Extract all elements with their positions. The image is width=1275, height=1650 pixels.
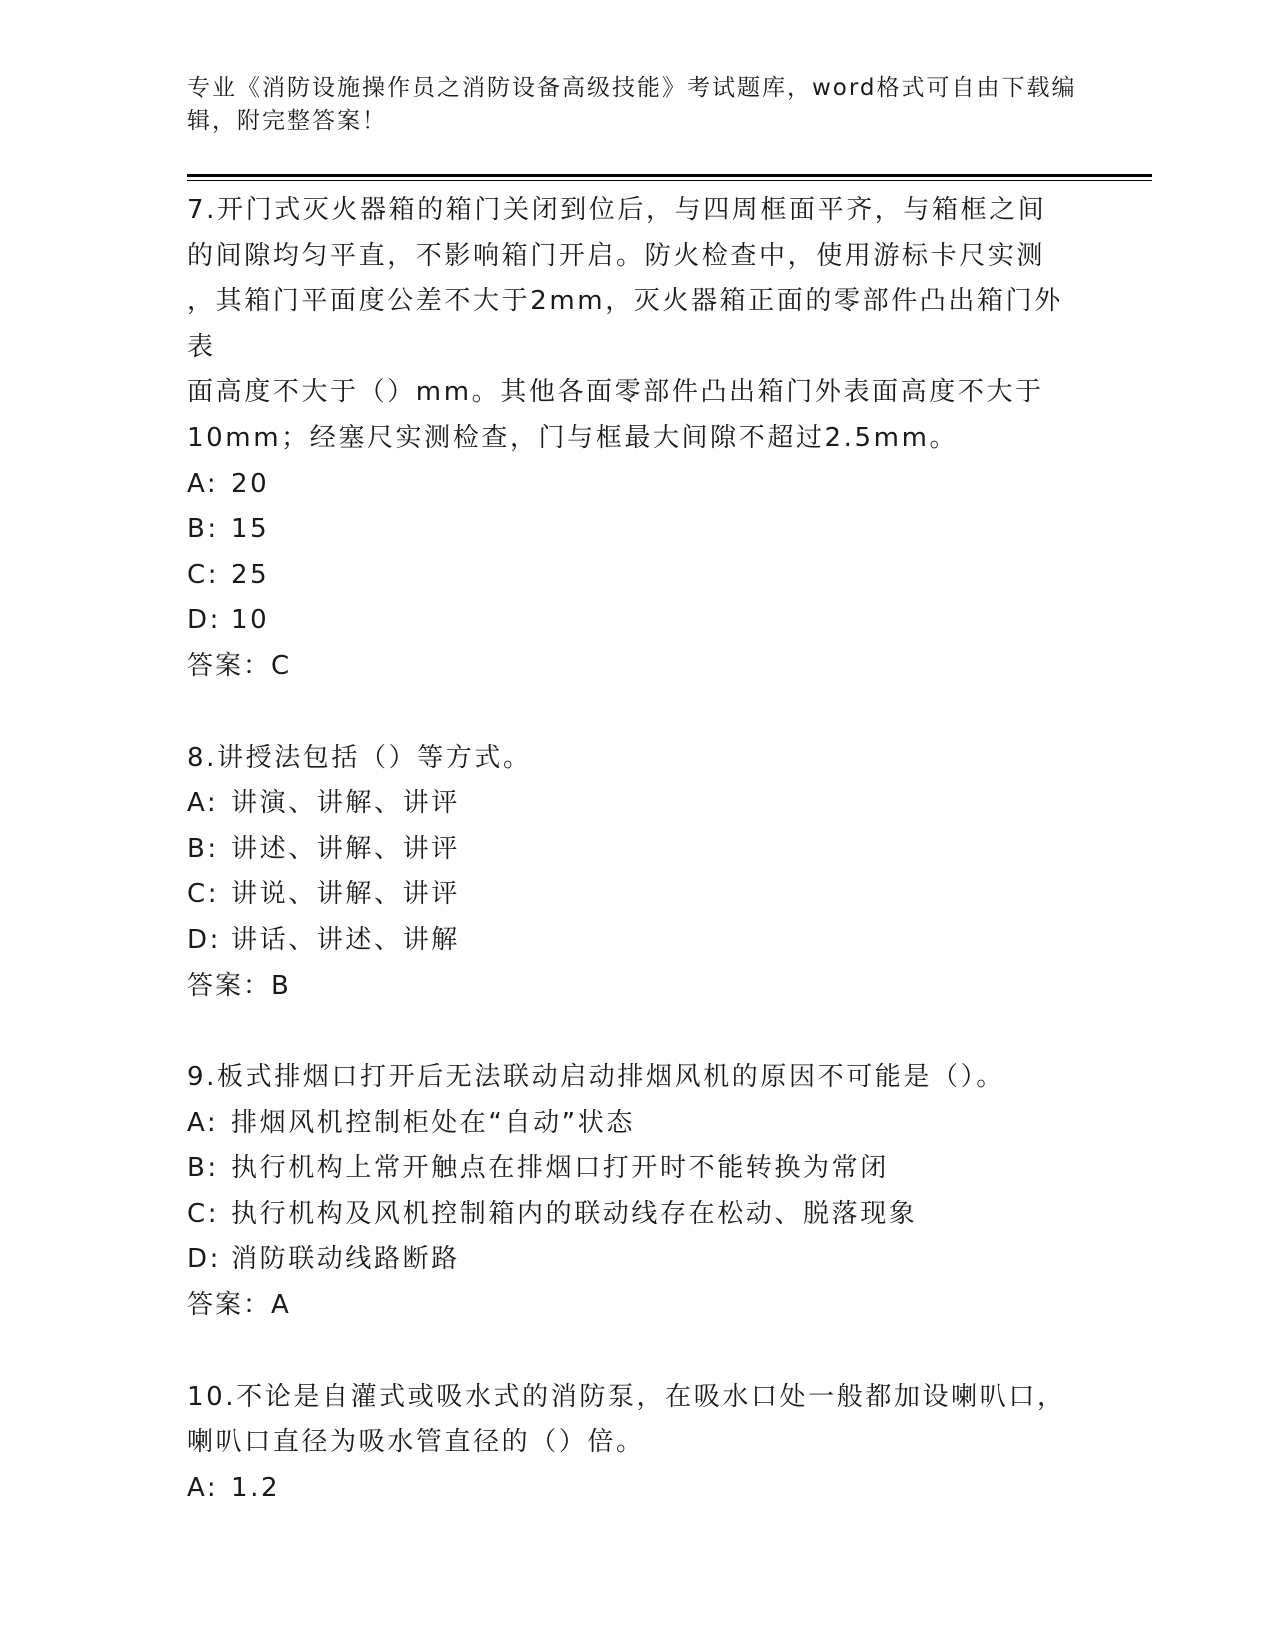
answer-line: 答案：B — [187, 970, 291, 1001]
option-c — [187, 1192, 1087, 1238]
option-key: B: — [187, 833, 219, 864]
option-c — [187, 872, 1087, 918]
option-b — [187, 1146, 1087, 1192]
option-a — [187, 1466, 1087, 1512]
option-key: C: — [187, 879, 220, 910]
question-text-line: 喇叭口直径为吸水管直径的（）倍。 — [187, 1427, 645, 1458]
option-key: A: — [187, 788, 219, 819]
option-key: B: — [187, 514, 219, 545]
option-text: 1.2 — [231, 1472, 281, 1503]
option-key: A: — [187, 468, 219, 499]
option-key: D: — [187, 605, 221, 636]
option-key: A: — [187, 1472, 219, 1503]
option-c — [187, 553, 1087, 599]
header-divider-thick — [187, 174, 1152, 177]
option-text: 15 — [231, 514, 270, 545]
option-text: 讲演、讲解、讲评 — [231, 788, 460, 819]
question-list — [187, 188, 1087, 1511]
option-a — [187, 462, 1087, 508]
option-text: 20 — [231, 468, 270, 499]
question-text-line: 10mm；经塞尺实测检查，门与框最大间隙不超过2.5mm。 — [187, 422, 959, 453]
header-title: 专业《消防设施操作员之消防设备高级技能》考试题库，word格式可自由下载编辑，附完整答案！ — [187, 75, 1077, 134]
question-10 — [187, 1375, 1087, 1512]
option-text: 讲述、讲解、讲评 — [231, 833, 460, 864]
question-7 — [187, 188, 1087, 690]
question-text-line: 7.开门式灭火器箱的箱门关闭到位后，与四周框面平齐，与箱框之间 — [187, 195, 1047, 225]
option-text: 讲说、讲解、讲评 — [231, 879, 460, 910]
question-text-line: 8.讲授法包括（）等方式。 — [187, 742, 532, 773]
option-d — [187, 598, 1087, 644]
option-text: 执行机构及风机控制箱内的联动线存在松动、脱落现象 — [231, 1198, 918, 1229]
option-text: 25 — [231, 559, 270, 590]
header-divider-thin — [187, 180, 1152, 181]
option-key: A: — [187, 1107, 219, 1138]
option-key: C: — [187, 1198, 220, 1229]
answer-line: 答案：A — [187, 1290, 291, 1321]
spacer — [187, 690, 1087, 736]
question-text-line: 面高度不大于（）mm。其他各面零部件凸出箱门外表面高度不大于 — [187, 377, 1044, 408]
spacer — [187, 1329, 1087, 1375]
option-a — [187, 1101, 1087, 1147]
option-key: D: — [187, 1244, 221, 1275]
option-a — [187, 781, 1087, 827]
option-text: 排烟风机控制柜处在“自动”状态 — [231, 1107, 635, 1138]
option-d — [187, 918, 1087, 964]
option-text: 10 — [231, 605, 270, 636]
question-text-line: 的间隙均匀平直，不影响箱门开启。防火检查中，使用游标卡尺实测 — [187, 240, 1046, 271]
option-b — [187, 827, 1087, 873]
question-9 — [187, 1055, 1087, 1329]
question-8 — [187, 736, 1087, 1010]
question-text-line: 10.不论是自灌式或吸水式的消防泵，在吸水口处一般都加设喇叭口， — [187, 1381, 1066, 1412]
option-b — [187, 507, 1087, 553]
question-text-line: ，其箱门平面度公差不大于2mm，灭火器箱正面的零部件凸出箱门外表 — [187, 286, 1063, 362]
answer-line: 答案：C — [187, 650, 292, 681]
spacer — [187, 1009, 1087, 1055]
document-header — [187, 72, 1087, 138]
question-text-line: 9.板式排烟口打开后无法联动启动排烟风机的原因不可能是（）。 — [187, 1062, 1005, 1093]
option-key: C: — [187, 559, 220, 590]
option-text: 讲话、讲述、讲解 — [231, 924, 460, 955]
option-d — [187, 1237, 1087, 1283]
option-text: 消防联动线路断路 — [231, 1244, 460, 1275]
option-key: B: — [187, 1153, 219, 1184]
option-key: D: — [187, 924, 221, 955]
option-text: 执行机构上常开触点在排烟口打开时不能转换为常闭 — [231, 1153, 889, 1184]
